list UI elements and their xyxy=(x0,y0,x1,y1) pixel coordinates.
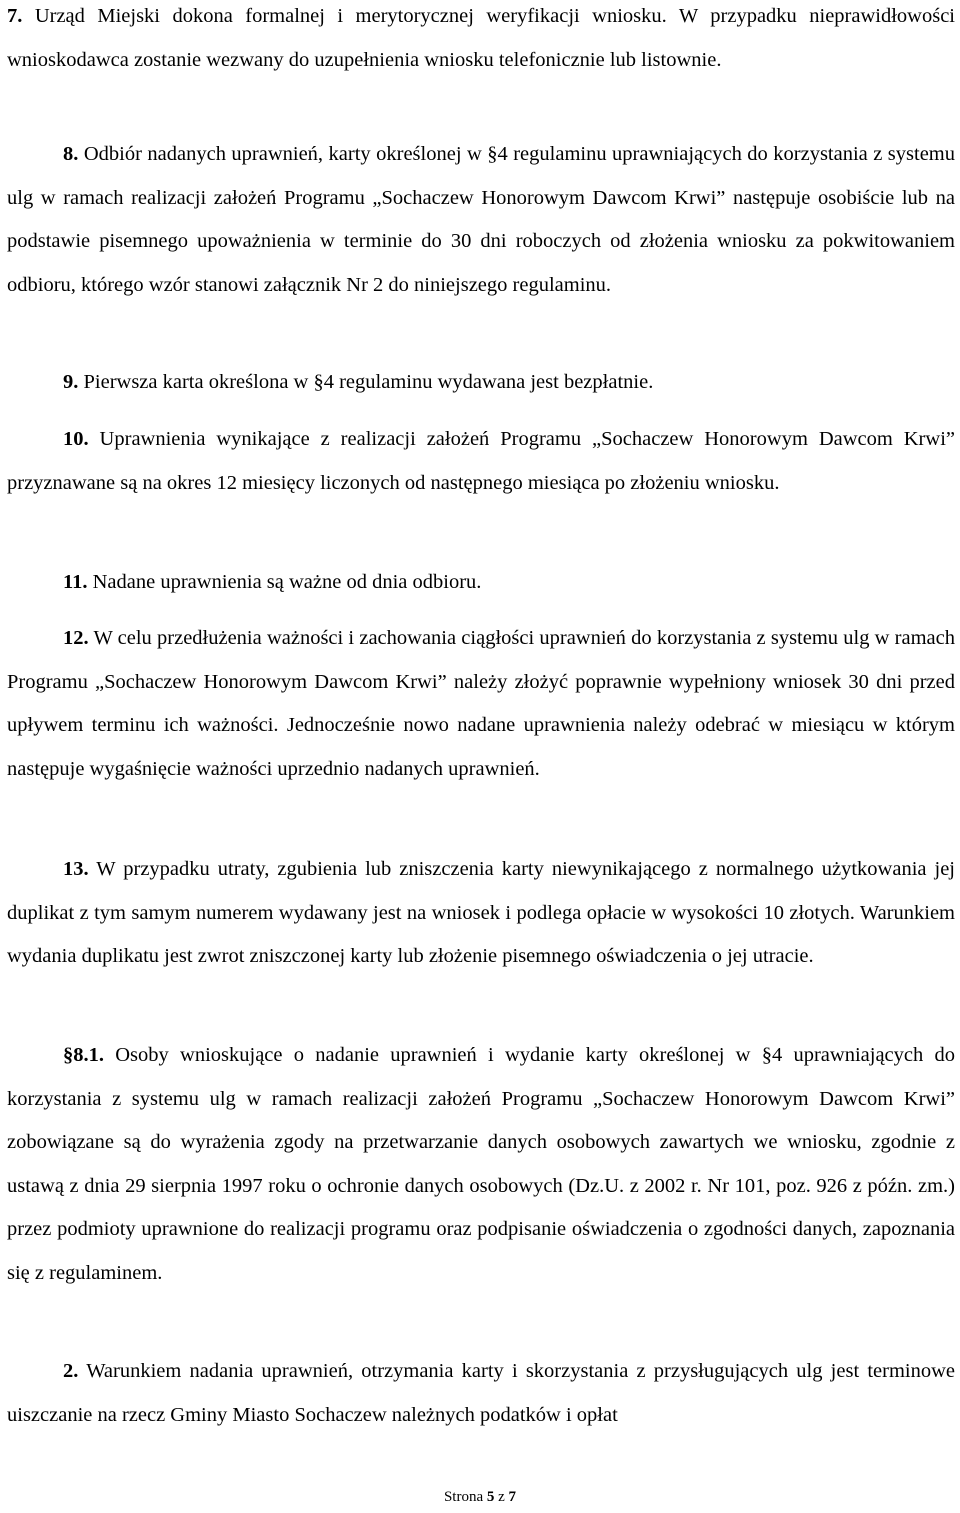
paragraph-number: 10. xyxy=(63,428,89,450)
paragraph-number: §8.1. xyxy=(63,1044,104,1066)
paragraph-text: Nadane uprawnienia są ważne od dnia odbioru. xyxy=(87,571,482,593)
paragraph-number: 8. xyxy=(63,143,79,165)
paragraph-number: 12. xyxy=(63,627,89,649)
paragraph-number: 11. xyxy=(63,571,88,593)
paragraph-text: Pierwsza karta określona w §4 regulaminu wydawana jest bezpłatnie. xyxy=(78,371,654,393)
paragraph-8 xyxy=(7,133,955,307)
paragraph-number: 13. xyxy=(63,858,89,880)
paragraph-text: Uprawnienia wynikające z realizacji założeń Programu „Sochaczew Honorowym Dawcom Krwi” przyznawane są na okres 12 miesięcy liczonych od następnego miesiąca po złożeniu wniosku. xyxy=(7,428,955,494)
paragraph-7 xyxy=(7,0,955,82)
footer-prefix: Strona xyxy=(443,1489,487,1505)
paragraph-text: W przypadku utraty, zgubienia lub zniszczenia karty niewynikającego z normalnego użytkowania jej duplikat z tym samym numerem wydawany jest na wniosek i podlega opłacie w wysokości 10 złotych. Warunkiem wydania duplikatu jest zwrot zniszczonej karty lub złożenie pisemnego oświadczenia o jej utracie. xyxy=(7,858,955,968)
paragraph-12 xyxy=(7,617,955,791)
paragraph-8-1 xyxy=(7,1034,955,1296)
footer-page-number: 5 xyxy=(486,1489,495,1505)
paragraph-10 xyxy=(7,418,955,505)
paragraph-11 xyxy=(7,561,955,605)
paragraph-number: 2. xyxy=(63,1360,79,1382)
paragraph-text: W celu przedłużenia ważności i zachowania ciągłości uprawnień do korzystania z systemu ulg w ramach Programu „Sochaczew Honorowym Dawcom Krwi” należy złożyć poprawnie wypełniony wniosek 30 dni przed upływem terminu ich ważności. Jednocześnie nowo nadane uprawnienia należy odebrać w miesiącu w którym następuje wygaśnięcie ważności uprzednio nadanych uprawnień. xyxy=(7,627,955,780)
paragraph-text: Odbiór nadanych uprawnień, karty określonej w §4 regulaminu uprawniających do korzystania z systemu ulg w ramach realizacji założeń Programu „Sochaczew Honorowym Dawcom Krwi” następuje osobiście lub na podstawie pisemnego upoważnienia w terminie do 30 dni roboczych od złożenia wniosku za pokwitowaniem odbioru, którego wzór stanowi załącznik Nr 2 do niniejszego regulaminu. xyxy=(7,143,955,296)
paragraph-13 xyxy=(7,848,955,979)
paragraph-number: 7. xyxy=(7,5,23,27)
paragraph-2 xyxy=(7,1350,955,1437)
footer-total-pages: 7 xyxy=(508,1489,517,1505)
paragraph-text: Warunkiem nadania uprawnień, otrzymania karty i skorzystania z przysługujących ulg jest terminowe uiszczanie na rzecz Gminy Miasto Sochaczew należnych podatków i opłat xyxy=(7,1360,955,1426)
paragraph-number: 9. xyxy=(63,371,79,393)
paragraph-text: Osoby wnioskujące o nadanie uprawnień i wydanie karty określonej w §4 uprawniających do korzystania z systemu ulg w ramach realizacji założeń Programu „Sochaczew Honorowym Dawcom Krwi” zobowiązane są do wyrażenia zgody na przetwarzanie danych osobowych zawartych we wniosku, zgodnie z ustawą z dnia 29 sierpnia 1997 roku o ochronie danych osobowych (Dz.U. z 2002 r. Nr 101, poz. 926 z późn. zm.) przez podmioty uprawnione do realizacji programu oraz podpisanie oświadczenia o zgodności danych, zapoznania się z regulaminem. xyxy=(7,1044,955,1284)
paragraph-text: Urząd Miejski dokona formalnej i merytorycznej weryfikacji wniosku. W przypadku nieprawidłowości wnioskodawca zostanie wezwany do uzupełnienia wniosku telefonicznie lub listownie. xyxy=(7,5,955,71)
page-footer xyxy=(0,1488,960,1506)
footer-middle: z xyxy=(494,1489,509,1505)
paragraph-9 xyxy=(7,361,955,405)
